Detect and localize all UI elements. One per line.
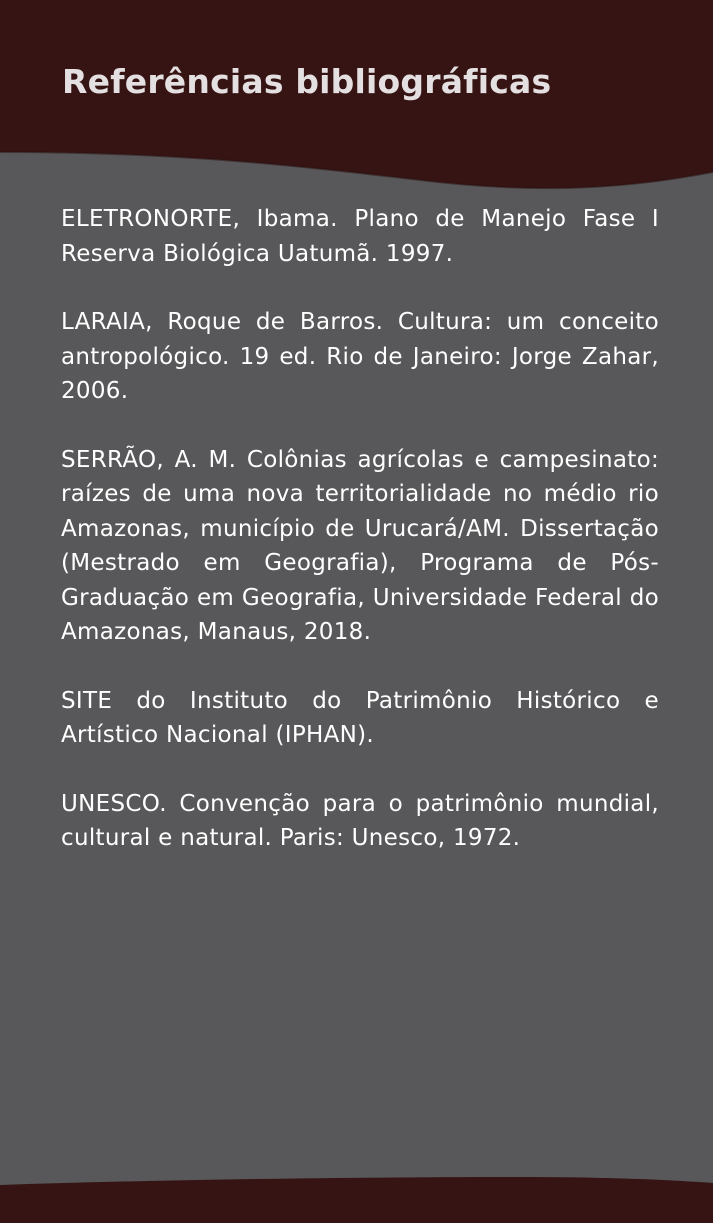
footer-band — [0, 1163, 713, 1223]
reference-item: SITE do Instituto do Patrimônio Histórico e Artístico Nacional (IPHAN). — [61, 687, 659, 748]
reference-item: LARAIA, Roque de Barros. Cultura: um conceito antropológico. 19 ed. Rio de Janeiro: Jorge Zahar, 2006. — [61, 309, 659, 404]
page-title: Referências bibliográficas — [62, 62, 552, 101]
reference-item: SERRÃO, A. M. Colônias agrícolas e campesinato: raízes de uma nova territorialidade no médio rio Amazonas, município de Urucará/AM. Dissertação (Mestrado em Geografia), Programa de Pós-Graduação em Geografia, Universidade Federal do Amazonas, Manaus, 2018. — [61, 446, 659, 645]
reference-item: ELETRONORTE, Ibama. Plano de Manejo Fase I Reserva Biológica Uatumã. 1997. — [61, 206, 659, 267]
reference-item: UNESCO. Convenção para o patrimônio mundial, cultural e natural. Paris: Unesco, 1972. — [61, 790, 659, 851]
reference-list — [61, 202, 659, 890]
